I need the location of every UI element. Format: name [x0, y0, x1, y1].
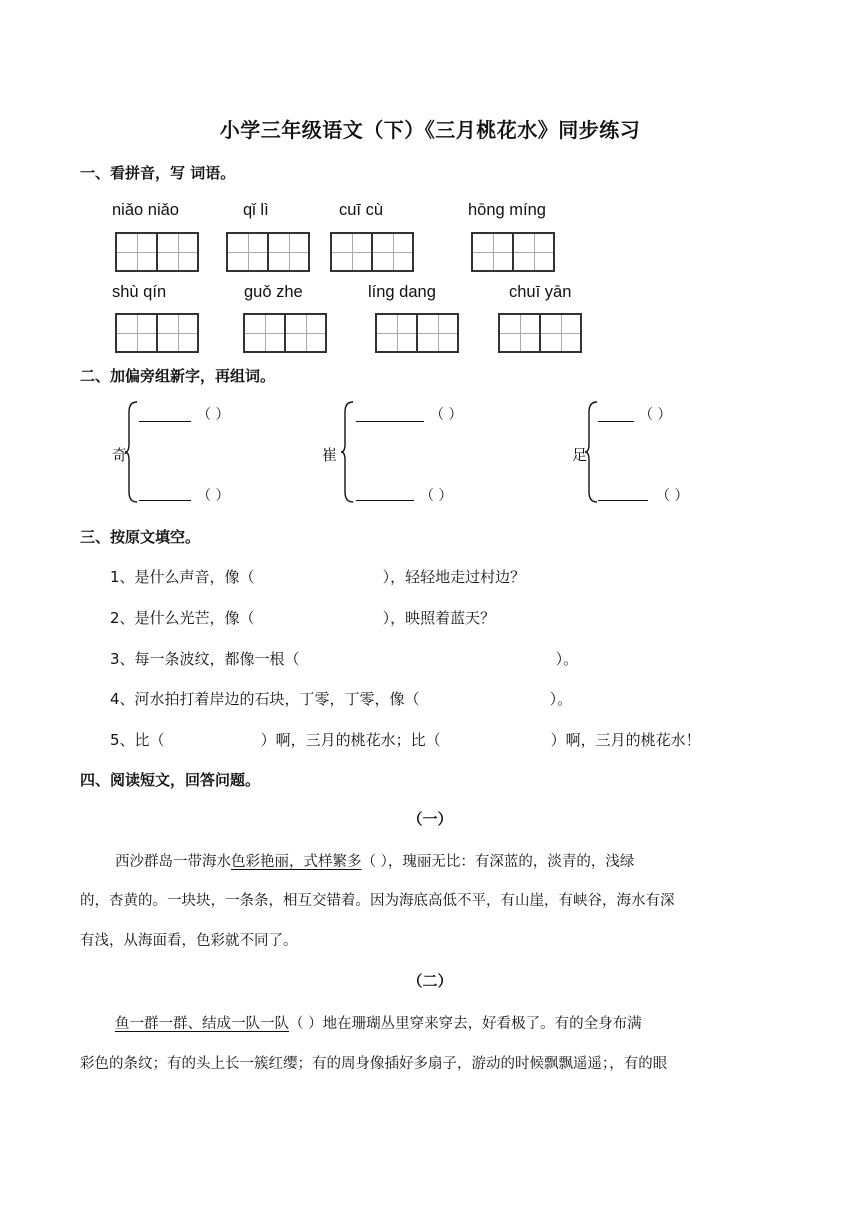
answer-line[interactable]: [139, 500, 191, 501]
passage-2-heading: （二）: [407, 972, 453, 990]
question-2: 2、是什么光芒，像（ ），映照着蓝天？: [110, 609, 496, 627]
brace-icon: [584, 400, 598, 504]
answer-paren[interactable]: （ ）: [420, 488, 453, 504]
writing-grid-4[interactable]: [471, 232, 555, 272]
section-3-heading: 三、按原文填空。: [80, 528, 201, 546]
writing-grid-5[interactable]: [115, 313, 199, 353]
writing-grid-6[interactable]: [243, 313, 327, 353]
writing-grid-8[interactable]: [498, 313, 582, 353]
question-3: 3、每一条波纹，都像一根（ ）。: [110, 650, 579, 668]
answer-line[interactable]: [356, 421, 424, 422]
pinyin-4: hōng míng: [468, 201, 546, 219]
pinyin-2: qǐ lì: [243, 201, 269, 219]
brace-icon: [340, 400, 354, 504]
passage-1-heading: （一）: [407, 810, 453, 828]
answer-paren[interactable]: （ ）: [656, 488, 689, 504]
answer-paren[interactable]: （ ）: [197, 488, 230, 504]
brace-icon: [124, 400, 138, 504]
answer-paren[interactable]: （ ）: [430, 407, 463, 423]
question-5: 5、比（ ）啊，三月的桃花水；比（ ）啊，三月的桃花水！: [110, 731, 701, 749]
answer-line[interactable]: [356, 500, 414, 501]
passage-2-line-1: 鱼一群一群、结成一队一队（ ）地在珊瑚丛里穿来穿去，好看极了。有的全身布满: [115, 1016, 642, 1032]
question-1: 1、是什么声音，像（ ），轻轻地走过村边？: [110, 568, 526, 586]
radical-char-1: 奇: [112, 446, 128, 464]
answer-paren[interactable]: （ ）: [197, 407, 230, 423]
passage-1-line-2: 的，杏黄的。一块块，一条条，相互交错着。因为海底高低不平，有山崖，有峡谷，海水有深: [80, 893, 675, 909]
pinyin-8: chuī yān: [509, 283, 572, 301]
pinyin-6: guǒ zhe: [244, 283, 303, 301]
answer-line[interactable]: [139, 421, 191, 422]
pinyin-7: líng dang: [368, 283, 436, 301]
question-4: 4、河水拍打着岸边的石块，丁零，丁零，像（ ）。: [110, 690, 573, 708]
passage-2-line-2: 彩色的条纹；有的头上长一簇红缨；有的周身像插好多扇子，游动的时候飘飘遥遥；，有的眼: [80, 1056, 668, 1072]
answer-line[interactable]: [598, 500, 648, 501]
passage-1-line-1: 西沙群岛一带海水色彩艳丽，式样繁多（ ），瑰丽无比：有深蓝的，淡青的，浅绿: [115, 854, 635, 870]
passage-1-line-3: 有浅，从海面看，色彩就不同了。: [80, 933, 298, 949]
answer-paren[interactable]: （ ）: [639, 407, 672, 423]
pinyin-5: shù qín: [112, 283, 167, 301]
radical-char-2: 崔: [322, 446, 338, 464]
section-2-heading: 二、加偏旁组新字，再组词。: [80, 367, 276, 385]
writing-grid-1[interactable]: [115, 232, 199, 272]
writing-grid-7[interactable]: [375, 313, 459, 353]
pinyin-1: niǎo niǎo: [112, 201, 179, 219]
section-1-heading: 一、看拼音，写 词语。: [80, 164, 236, 182]
radical-char-3: 足: [572, 446, 588, 464]
page-title: 小学三年级语文（下）《三月桃花水》同步练习: [219, 118, 641, 142]
answer-line[interactable]: [598, 421, 634, 422]
writing-grid-3[interactable]: [330, 232, 414, 272]
section-4-heading: 四、阅读短文，回答问题。: [80, 771, 261, 789]
pinyin-3: cuī cù: [339, 201, 384, 219]
writing-grid-2[interactable]: [226, 232, 310, 272]
